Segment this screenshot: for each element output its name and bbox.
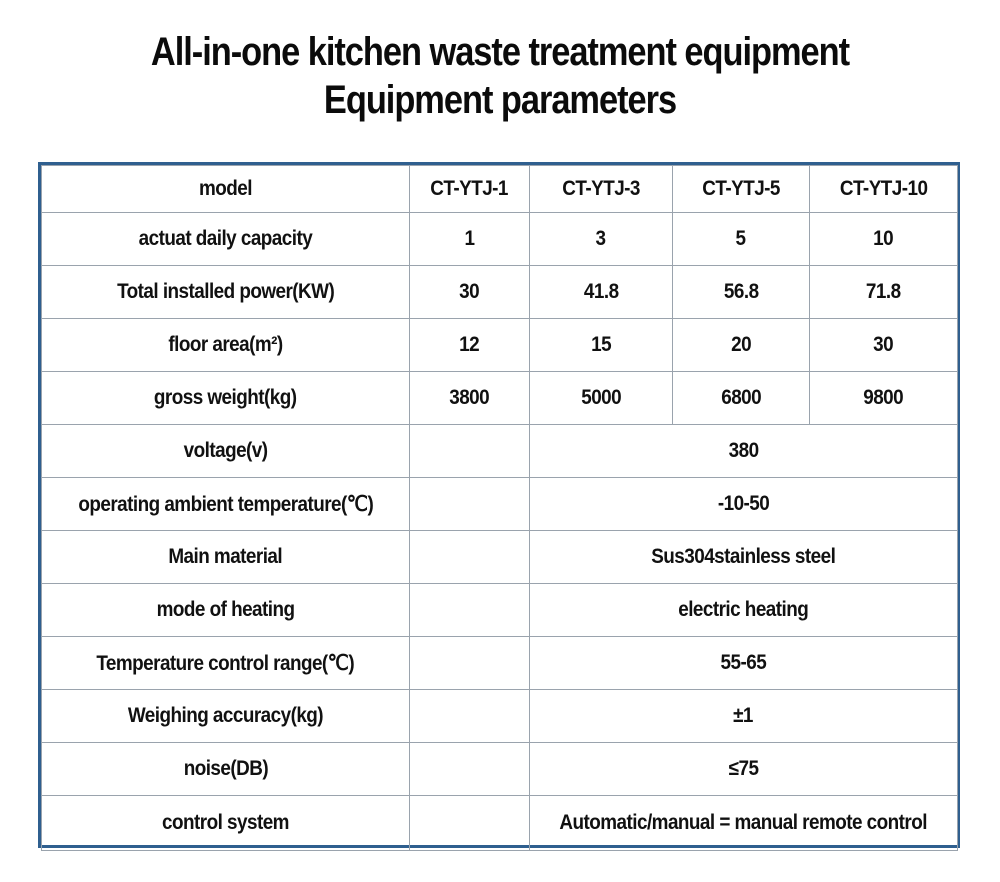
value-cell: 15	[530, 319, 673, 372]
parameters-table	[41, 165, 958, 851]
shared-value-cell: Sus304stainless steel	[530, 531, 958, 584]
row-label-cell: mode of heating	[42, 584, 410, 637]
table-row	[42, 531, 958, 584]
value-cell: 3	[530, 213, 673, 266]
value-cell: 71.8	[810, 266, 958, 319]
row-label-cell: control system	[42, 796, 410, 851]
page-title-block	[0, 28, 1000, 124]
empty-cell	[410, 796, 530, 851]
table-row	[42, 584, 958, 637]
table-row	[42, 372, 958, 425]
shared-value-cell: -10-50	[530, 478, 958, 531]
page-subtitle: Equipment parameters	[323, 78, 677, 122]
row-label-cell: noise(DB)	[42, 743, 410, 796]
row-label-cell: operating ambient temperature(℃)	[42, 478, 410, 531]
shared-value-cell: ≤75	[530, 743, 958, 796]
row-label-cell: Main material	[42, 531, 410, 584]
table-row	[42, 690, 958, 743]
value-cell: 1	[410, 213, 530, 266]
row-label-cell: actuat daily capacity	[42, 213, 410, 266]
row-label-cell: Temperature control range(℃)	[42, 637, 410, 690]
table-row	[42, 796, 958, 851]
value-cell: 6800	[673, 372, 810, 425]
header-model-cell: CT-YTJ-10	[810, 166, 958, 213]
shared-value-cell: electric heating	[530, 584, 958, 637]
header-model-cell: CT-YTJ-3	[530, 166, 673, 213]
empty-cell	[410, 584, 530, 637]
value-cell: 30	[810, 319, 958, 372]
empty-cell	[410, 743, 530, 796]
table-row	[42, 637, 958, 690]
value-cell: 56.8	[673, 266, 810, 319]
value-cell: 20	[673, 319, 810, 372]
shared-value-cell: 380	[530, 425, 958, 478]
table-row	[42, 743, 958, 796]
empty-cell	[410, 531, 530, 584]
header-model-cell: CT-YTJ-5	[673, 166, 810, 213]
value-cell: 9800	[810, 372, 958, 425]
empty-cell	[410, 690, 530, 743]
shared-value-cell: Automatic/manual = manual remote control	[530, 796, 958, 851]
parameters-table-frame	[38, 162, 960, 848]
header-label-cell: model	[42, 166, 410, 213]
table-row	[42, 213, 958, 266]
empty-cell	[410, 478, 530, 531]
value-cell: 3800	[410, 372, 530, 425]
value-cell: 30	[410, 266, 530, 319]
shared-value-cell: ±1	[530, 690, 958, 743]
table-row	[42, 425, 958, 478]
shared-value-cell: 55-65	[530, 637, 958, 690]
empty-cell	[410, 637, 530, 690]
row-label-cell: floor area(m²)	[42, 319, 410, 372]
value-cell: 41.8	[530, 266, 673, 319]
value-cell: 10	[810, 213, 958, 266]
table-row	[42, 478, 958, 531]
header-model-cell: CT-YTJ-1	[410, 166, 530, 213]
table-row	[42, 266, 958, 319]
table-row	[42, 319, 958, 372]
row-label-cell: voltage(v)	[42, 425, 410, 478]
row-label-cell: gross weight(kg)	[42, 372, 410, 425]
value-cell: 5000	[530, 372, 673, 425]
value-cell: 12	[410, 319, 530, 372]
table-header-row	[42, 166, 958, 213]
value-cell: 5	[673, 213, 810, 266]
empty-cell	[410, 425, 530, 478]
page-title: All-in-one kitchen waste treatment equipment	[150, 30, 850, 74]
row-label-cell: Weighing accuracy(kg)	[42, 690, 410, 743]
row-label-cell: Total installed power(KW)	[42, 266, 410, 319]
